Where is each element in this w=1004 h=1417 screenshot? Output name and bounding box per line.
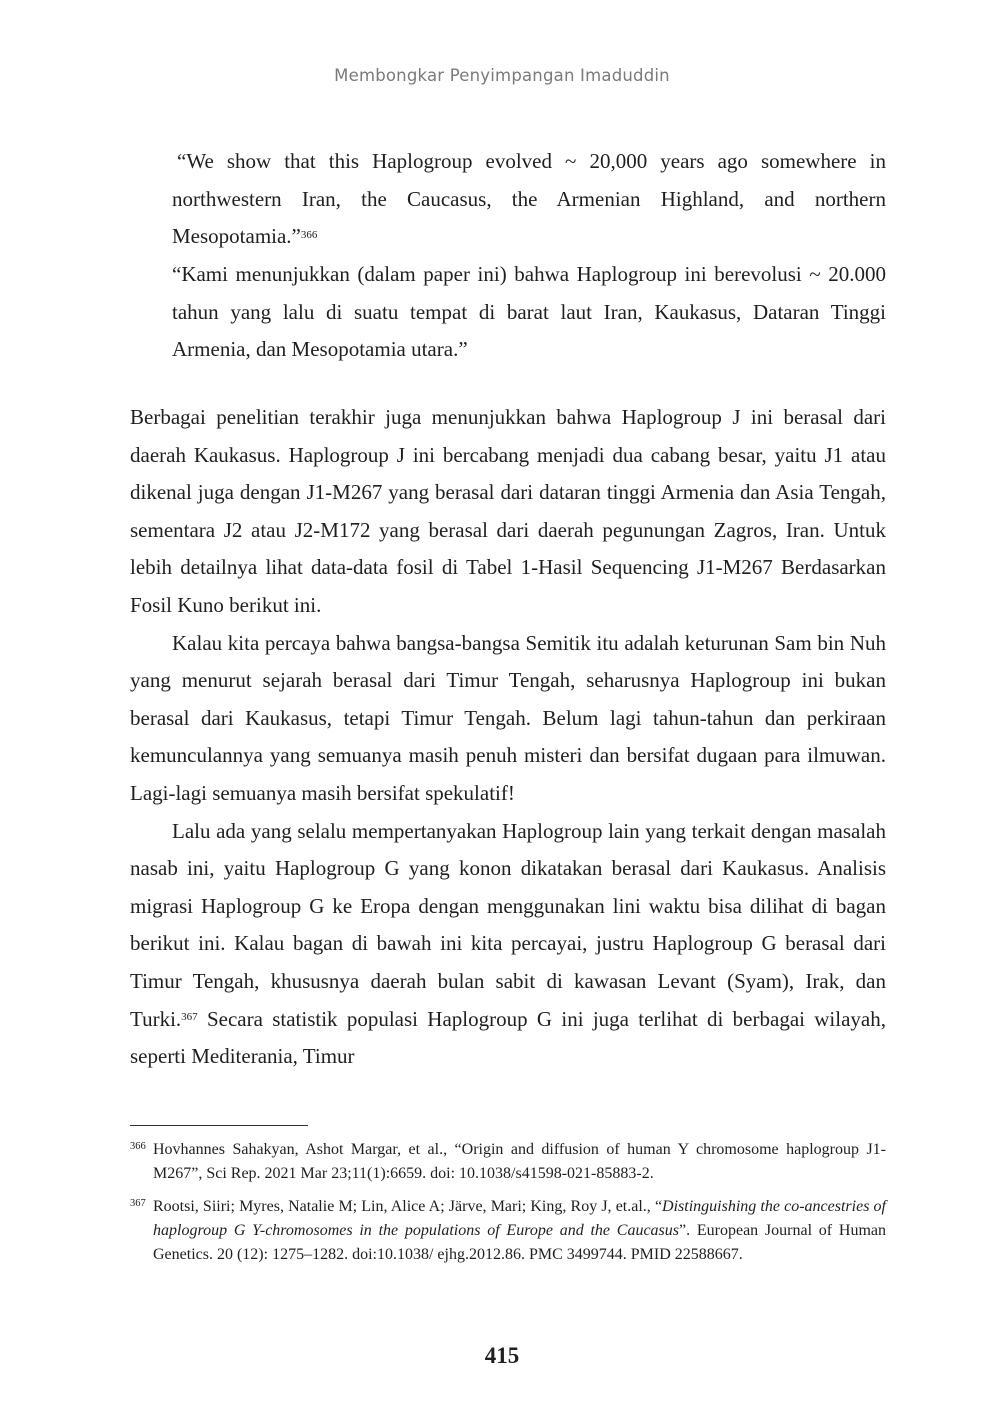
quote-english (172, 143, 886, 256)
footnote-ref-367[interactable]: 367 (181, 1011, 198, 1023)
footnote-text-after: ”. European Journal of Human Genetics. 20 (12): 1275–1282. doi:10.1038/ ejhg.2012.86. PMC 3499744. PMID 22588667. (153, 1222, 886, 1263)
footnote-divider (130, 1125, 308, 1126)
footnote-number: 366 (130, 1141, 146, 1152)
footnote-text: Hovhannes Sahakyan, Ashot Margar, et al., “Origin and diffusion of human Y chromosome haplogroup J1-M267”, Sci Rep. 2021 Mar 23;11(1):6659. doi: 10.1038/s41598-021-85883-2. (153, 1141, 886, 1182)
footnote-text-before: Rootsi, Siiri; Myres, Natalie M; Lin, Alice A; Järve, Mari; King, Roy J, et.al., “ (153, 1198, 663, 1215)
paragraph-3-text-a: Lalu ada yang selalu mempertanyakan Haplogroup lain yang terkait dengan masalah nasab ini, yaitu Haplogroup G yang konon dikatakan berasal dari Kaukasus. Analisis migrasi Haplogroup G ke Eropa dengan menggunakan lini waktu bisa dilihat di bagan berikut ini. Kalau bagan di bawah ini kita percayai, justru Haplogroup G berasal dari Timur Tengah, khususnya daerah bulan sabit di kawasan Levant (Syam), Irak, dan Turki. (130, 818, 886, 1031)
page-number: 415 (484, 1343, 520, 1368)
footnote-366 (130, 1138, 886, 1186)
footnotes (130, 1138, 886, 1276)
footnote-367 (130, 1195, 886, 1267)
paragraph-2: Kalau kita percaya bahwa bangsa-bangsa Semitik itu adalah keturunan Sam bin Nuh yang menurut sejarah berasal dari Timur Tengah, seharusnya Haplogroup ini bukan berasal dari Kaukasus, tetapi Timur Tengah. Belum lagi tahun-tahun dan perkiraan kemunculannya yang semuanya masih penuh misteri dan bersifat dugaan para ilmuwan. Lagi-lagi semuanya masih bersifat spekulatif! (130, 630, 886, 805)
running-header: Membongkar Penyimpangan Imaduddin (334, 66, 670, 85)
body-text (130, 399, 886, 1076)
quote-indonesian: “Kami menunjukkan (dalam paper ini) bahwa Haplogroup ini berevolusi ~ 20.000 tahun yang lalu di suatu tempat di barat laut Iran, Kaukasus, Dataran Tinggi Armenia, dan Mesopotamia utara.” (172, 262, 886, 361)
paragraph-3-text-b: Secara statistik populasi Haplogroup G ini juga terlihat di berbagai wilayah, seperti Mediterania, Timur (130, 1006, 886, 1069)
quote-english-text: “We show that this Haplogroup evolved ~ 20,000 years ago somewhere in northwestern Iran, the Caucasus, the Armenian Highland, and northern Mesopotamia.” (172, 149, 886, 248)
paragraph-1: Berbagai penelitian terakhir juga menunjukkan bahwa Haplogroup J ini berasal dari daerah Kaukasus. Haplogroup J ini bercabang menjadi dua cabang besar, yaitu J1 atau dikenal juga dengan J1-M267 yang berasal dari dataran tinggi Armenia dan Asia Tengah, sementara J2 atau J2-M172 yang berasal dari daerah pegunungan Zagros, Iran. Untuk lebih detailnya lihat data-data fosil di Tabel 1-Hasil Sequencing J1-M267 Berdasarkan Fosil Kuno berikut ini. (130, 405, 886, 617)
paragraph-3 (130, 813, 886, 1076)
footnote-number: 367 (130, 1198, 146, 1209)
footnote-title-italic: Distinguishing the co-ancestries of haplogroup G Y-chromosomes in the populations of Europe and the Caucasus (153, 1198, 887, 1239)
footnote-ref-366[interactable]: 366 (300, 228, 318, 241)
